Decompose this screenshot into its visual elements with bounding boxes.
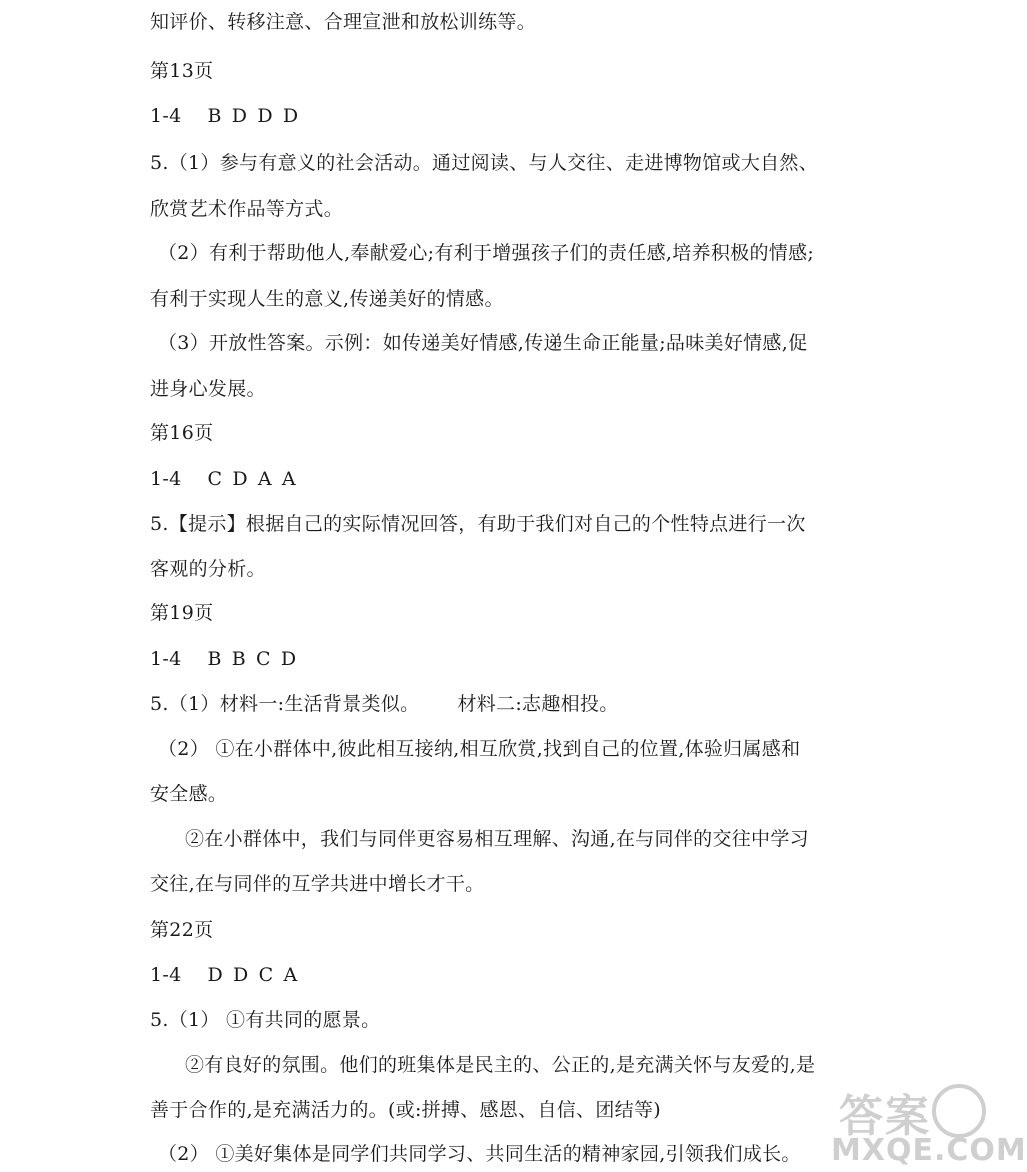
answer-row: [150, 647, 306, 671]
answer: A: [283, 964, 298, 986]
text-line: 安全感。: [150, 783, 228, 805]
text-line: （2） ①美好集体是同学们共同学习、共同生活的精神家园,引领我们成长。: [158, 1143, 801, 1165]
question-range: 1-4: [150, 648, 182, 670]
answer: B: [207, 105, 222, 127]
text-line: （3）开放性答案。示例：如传递美好情感,传递生命正能量;品味美好情感,促: [158, 332, 808, 354]
watermark-circle-icon: [932, 1084, 986, 1138]
answer: D: [282, 105, 299, 127]
answer: C: [258, 964, 274, 986]
answer-row: [150, 104, 308, 128]
text-line: （2）有利于帮助他人,奉献爱心;有利于增强孩子们的责任感,培养积极的情感;: [158, 242, 815, 264]
watermark-logo: [821, 1078, 1027, 1168]
page-heading: 第19页: [150, 602, 214, 624]
watermark-top-text: 答案: [839, 1091, 931, 1142]
text-line: 5.（1）参与有意义的社会活动。通过阅读、与人交往、走进博物馆或大自然、: [150, 152, 819, 174]
page-heading: 第16页: [150, 422, 214, 444]
question-range: 1-4: [150, 964, 182, 986]
text-line: 交往,在与同伴的互学共进中增长才干。: [150, 873, 485, 895]
answer: D: [231, 105, 248, 127]
watermark-bottom-text: MXQE.COM: [831, 1133, 1027, 1168]
text-line: 知评价、转移注意、合理宣泄和放松训练等。: [150, 11, 537, 33]
text-line: ②有良好的氛围。他们的班集体是民主的、公正的,是充满关怀与友爱的,是: [185, 1054, 816, 1076]
answer: D: [207, 964, 224, 986]
answer: D: [232, 468, 248, 490]
answer: A: [257, 468, 272, 490]
text-line: （2） ①在小群体中,彼此相互接纳,相互欣赏,找到自己的位置,体验归属感和: [158, 738, 801, 760]
page-heading: 第13页: [150, 60, 214, 82]
text-line: 善于合作的,是充满活力的。(或:拼搏、感恩、自信、团结等): [150, 1099, 661, 1121]
text-line: 进身心发展。: [150, 378, 266, 400]
answer: A: [281, 468, 296, 490]
answer: C: [207, 468, 223, 490]
text-line: 5.（1） ①有共同的愿景。: [150, 1009, 381, 1031]
question-range: 1-4: [150, 105, 182, 127]
answer: D: [233, 964, 249, 986]
answer: B: [207, 648, 222, 670]
page-heading: 第22页: [150, 919, 214, 941]
answer-row: [150, 467, 306, 491]
text-line: 客观的分析。: [150, 558, 266, 580]
answer: B: [231, 648, 247, 670]
question-range: 1-4: [150, 468, 182, 490]
answer: D: [257, 105, 273, 127]
text-line: 有利于实现人生的意义,传递美好的情感。: [150, 288, 504, 310]
text-line: 5.（1）材料一:生活背景类似。 材料二:志趣相投。: [150, 693, 619, 715]
text-line: 5.【提示】根据自己的实际情况回答，有助于我们对自己的个性特点进行一次: [150, 513, 806, 535]
answer: D: [280, 648, 297, 670]
text-line: 欣赏艺术作品等方式。: [150, 198, 344, 220]
answer: C: [256, 648, 271, 670]
answer-row: [150, 963, 307, 987]
text-line: ②在小群体中，我们与同伴更容易相互理解、沟通,在与同伴的交往中学习: [185, 828, 809, 850]
